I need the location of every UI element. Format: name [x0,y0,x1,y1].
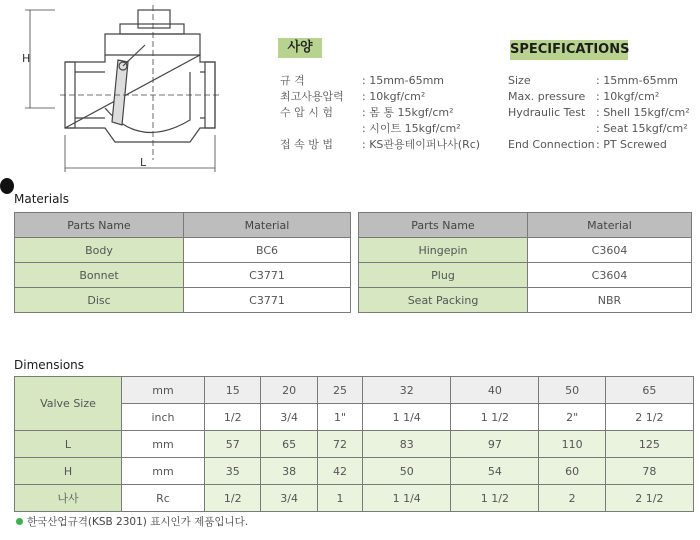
dim-value: 2 1/2 [605,485,693,512]
dim-value: 1/2 [205,485,261,512]
dim-h-label: H [22,52,31,65]
korean-spec-value: : 시이트 15kgf/cm² [362,122,461,135]
english-spec-label: Size [508,74,531,87]
english-spec-row [508,138,667,151]
row-name: 나사 [15,485,122,512]
dim-value: 1 [317,485,362,512]
size-mm: 15 [205,377,261,404]
valve-drawing [20,0,250,180]
dim-value: 54 [451,458,539,485]
row-unit: Rc [122,485,205,512]
size-inch: 2 1/2 [605,404,693,431]
valve-size-label: Valve Size [15,377,122,431]
english-spec-label: Max. pressure [508,90,586,103]
col-header-parts: Parts Name [359,213,528,238]
korean-spec-value: : 몸 통 15kgf/cm² [362,106,454,119]
dim-value: 125 [605,431,693,458]
mm-label: mm [122,377,205,404]
korean-spec-row [280,72,444,88]
korean-spec-row [280,136,480,152]
size-inch: 1 1/4 [363,404,451,431]
dim-value: 35 [205,458,261,485]
part-name: Seat Packing [359,288,528,313]
size-inch: 2" [539,404,605,431]
part-material: BC6 [184,238,351,263]
size-inch: 3/4 [261,404,317,431]
korean-spec-label: 수 압 시 험 [280,106,333,119]
english-spec-row [508,122,688,135]
english-spec-row [508,90,659,103]
english-spec-label: End Connection [508,138,595,151]
inch-label: inch [122,404,205,431]
dim-value: 83 [363,431,451,458]
size-mm: 20 [261,377,317,404]
english-spec-value: : Shell 15kgf/cm² [596,106,690,119]
dim-value: 3/4 [261,485,317,512]
dim-value: 60 [539,458,605,485]
dim-value: 2 [539,485,605,512]
dim-value: 1 1/2 [451,485,539,512]
korean-spec-row [280,88,425,104]
dim-value: 97 [451,431,539,458]
materials-table-left [14,212,351,313]
dim-value: 72 [317,431,362,458]
materials-table-right [358,212,692,313]
korean-spec-value: : 10kgf/cm² [362,90,426,103]
english-spec-value: : PT Screwed [596,138,667,151]
dim-value: 57 [205,431,261,458]
row-unit: mm [122,458,205,485]
ks-certification-note: 한국산업규격(KSB 2301) 표시인가 제품입니다. [27,516,249,528]
materials-title: Materials [14,192,70,206]
dimensions-table [14,376,694,512]
english-spec-value: : 15mm-65mm [596,74,679,87]
part-material: NBR [528,288,692,313]
dim-value: 78 [605,458,693,485]
korean-spec-row [280,104,454,120]
part-material: C3771 [184,263,351,288]
part-name: Bonnet [15,263,184,288]
korean-spec-value: : 15mm-65mm [362,74,445,87]
korean-spec-label: 규 격 [280,74,305,87]
dimensions-title: Dimensions [14,358,85,372]
dim-value: 50 [363,458,451,485]
size-mm: 32 [363,377,451,404]
size-mm: 65 [605,377,693,404]
part-name: Plug [359,263,528,288]
part-material: C3604 [528,263,692,288]
size-inch: 1/2 [205,404,261,431]
dim-value: 42 [317,458,362,485]
part-name: Body [15,238,184,263]
part-material: C3771 [184,288,351,313]
english-spec-header: SPECIFICATIONS [510,40,628,60]
col-header-parts: Parts Name [15,213,184,238]
part-name: Hingepin [359,238,528,263]
english-spec-row [508,74,678,87]
size-inch: 1" [317,404,362,431]
row-name: H [15,458,122,485]
korean-spec-label: 최고사용압력 [280,90,344,103]
size-mm: 50 [539,377,605,404]
size-inch: 1 1/2 [451,404,539,431]
korean-spec-label: 접 속 방 법 [280,138,333,151]
row-name: L [15,431,122,458]
size-mm: 25 [317,377,362,404]
korean-spec-header: 사양 [278,38,322,58]
dim-l-label: L [140,156,147,169]
english-spec-value: : 10kgf/cm² [596,90,660,103]
english-spec-row [508,106,690,119]
dim-value: 110 [539,431,605,458]
english-spec-value: : Seat 15kgf/cm² [596,122,688,135]
col-header-material: Material [184,213,351,238]
dim-value: 38 [261,458,317,485]
korean-spec-row [280,120,461,136]
part-material: C3604 [528,238,692,263]
part-name: Disc [15,288,184,313]
note-bullet-icon [16,518,23,525]
section-bullet [0,178,14,194]
korean-spec-value: : KS관용테이퍼나사(Rc) [362,138,481,151]
size-mm: 40 [451,377,539,404]
col-header-material: Material [528,213,692,238]
dim-value: 65 [261,431,317,458]
dim-value: 1 1/4 [363,485,451,512]
english-spec-label: Hydraulic Test [508,106,586,119]
row-unit: mm [122,431,205,458]
